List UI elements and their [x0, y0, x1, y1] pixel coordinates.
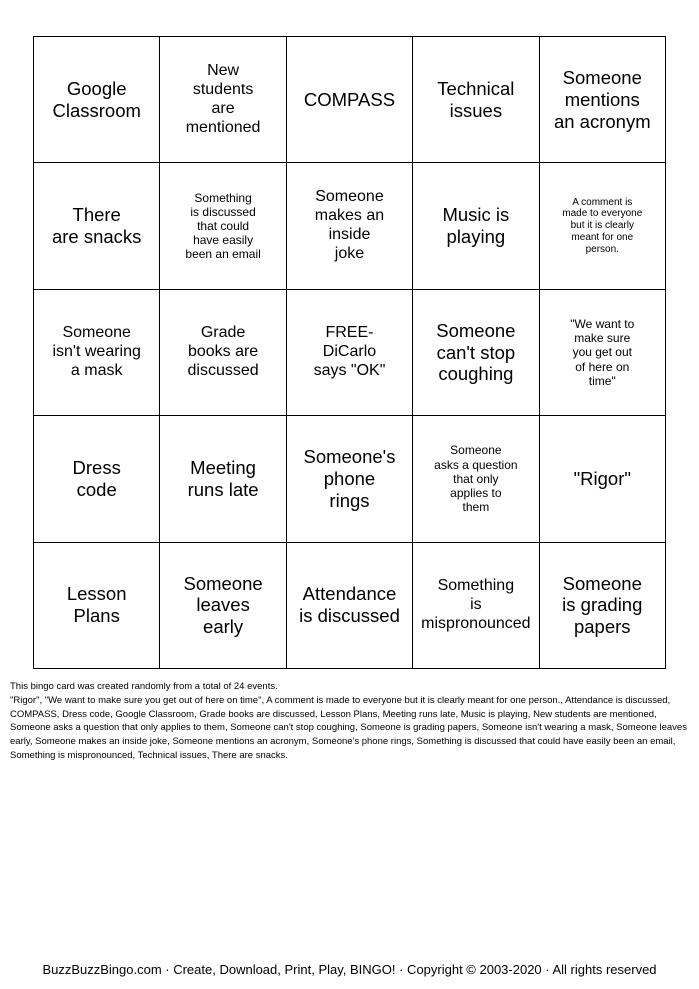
bingo-cell	[539, 37, 665, 163]
bingo-cell-text: Someone leaves early	[183, 572, 263, 638]
bingo-cell-text: Music is playing	[442, 204, 510, 248]
bingo-cell	[539, 416, 665, 542]
card-info-event-list: "Rigor", "We want to make sure you get out of here on time", A comment is made to everyone but it is clearly meant for one person., Attendance is discussed, COMPASS, Dress code, Google Classroom, Grade books are discussed, Lesson Plans, Meeting runs late, Music is playing, New students are mentioned, Someone asks a question that only applies to them, Someone can't stop coughing, Someone is grading papers, Someone isn't wearing a mask, Someone leaves early, Someone makes an inside joke, Someone mentions an acronym, Someone's phone rings, Something is discussed that could have easily been an email, Something is mispronounced, Technical issues, There are snacks.	[10, 694, 687, 761]
bingo-cell-text: "We want to make sure you get out of here on time"	[570, 317, 635, 388]
bingo-cell-text: Meeting runs late	[187, 457, 259, 500]
bingo-card	[33, 36, 666, 669]
bingo-cell	[539, 542, 665, 668]
bingo-cell	[286, 416, 412, 542]
bingo-cell-text: Someone can't stop coughing	[436, 319, 516, 385]
bingo-cell-text: FREE- DiCarlo says "OK"	[313, 324, 386, 379]
bingo-cell	[160, 163, 286, 289]
bingo-grid	[34, 37, 666, 669]
bingo-cell-text: Technical issues	[437, 77, 515, 121]
bingo-row	[34, 289, 666, 415]
bingo-cell-text: New students are mentioned	[185, 61, 261, 136]
bingo-cell	[34, 289, 160, 415]
bingo-cell	[160, 289, 286, 415]
bingo-cell-text: Something is discussed that could have easily been an email	[185, 190, 261, 262]
bingo-cell	[160, 37, 286, 163]
bingo-cell	[34, 163, 160, 289]
bingo-cell-text: There are snacks	[51, 204, 142, 248]
bingo-cell	[539, 289, 665, 415]
bingo-cell	[539, 163, 665, 289]
bingo-cell-text: Attendance is discussed	[299, 583, 400, 627]
bingo-row	[34, 163, 666, 289]
bingo-row	[34, 37, 666, 163]
bingo-row	[34, 416, 666, 542]
bingo-cell-text: Dress code	[72, 457, 121, 500]
bingo-cell	[160, 542, 286, 668]
bingo-cell	[286, 37, 412, 163]
bingo-cell	[34, 37, 160, 163]
bingo-cell-text: COMPASS	[303, 88, 396, 110]
bingo-cell	[286, 542, 412, 668]
card-info-summary: This bingo card was created randomly from a total of 24 events.	[10, 681, 278, 692]
bingo-cell	[34, 416, 160, 542]
bingo-cell	[413, 542, 539, 668]
bingo-cell-text: Someone's phone rings	[303, 446, 396, 511]
bingo-cell	[34, 542, 160, 668]
bingo-cell-text: A comment is made to everyone but it is clearly meant for one person.	[562, 196, 643, 255]
bingo-row	[34, 542, 666, 668]
bingo-cell	[413, 289, 539, 415]
bingo-cell	[413, 416, 539, 542]
bingo-cell-text: Someone makes an inside joke	[314, 188, 385, 262]
bingo-cell	[286, 289, 412, 415]
bingo-cell	[413, 163, 539, 289]
bingo-cell	[286, 163, 412, 289]
card-info	[10, 680, 690, 763]
bingo-cell-text: Something is mispronounced	[421, 576, 531, 632]
bingo-cell-text: Google Classroom	[52, 77, 141, 121]
bingo-cell-text: "Rigor"	[573, 467, 631, 489]
bingo-cell-text: Grade books are discussed	[187, 324, 259, 379]
footer-copyright: BuzzBuzzBingo.com · Create, Download, Print, Play, BINGO! · Copyright © 2003-2020 · All rights reserved	[42, 962, 657, 977]
bingo-cell	[160, 416, 286, 542]
bingo-cell-text: Someone isn't wearing a mask	[52, 324, 141, 379]
bingo-cell	[413, 37, 539, 163]
bingo-cell-text: Someone is grading papers	[562, 572, 643, 638]
bingo-cell-text: Someone mentions an acronym	[553, 66, 651, 132]
bingo-cell-text: Lesson Plans	[66, 583, 127, 627]
bingo-cell-text: Someone asks a question that only applies to them	[434, 443, 518, 515]
